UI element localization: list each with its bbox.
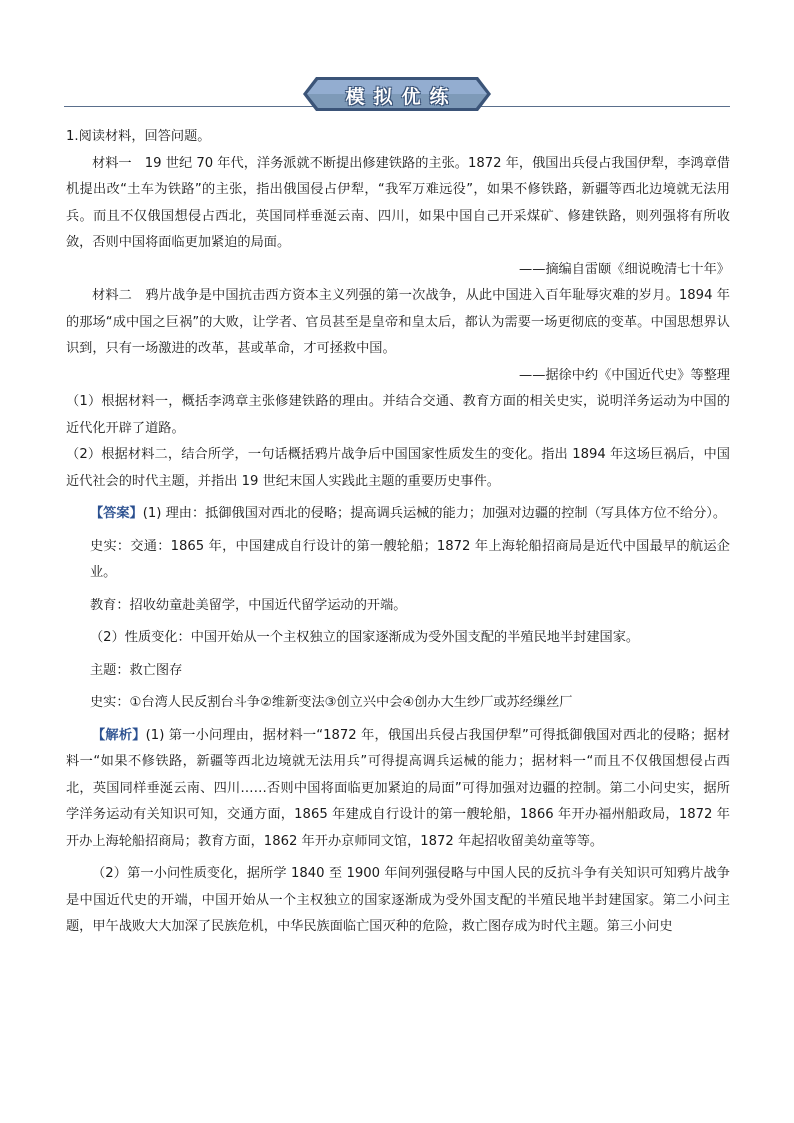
material-one-source: ——摘编自雷颐《细说晚清七十年》 [519,261,730,277]
banner-title: 模拟优练 [345,86,458,108]
answer-transport-fact: 史实：交通：1865 年，中国建成自行设计的第一艘轮船；1872 年上海轮船招商局是近代中国最早的航运企业。 [90,538,730,580]
question-stem: 1.阅读材料，回答问题。 [66,129,211,144]
answer-nature-change: （2）性质变化：中国开始从一个主权独立的国家逐渐成为受外国支配的半殖民地半封建国家。 [90,630,640,645]
analysis-part-one [66,723,730,856]
answer-theme: 主题：救亡图存 [90,662,183,678]
answer-reason: (1) 理由：抵御俄国对西北的侵略；提高调兵运械的能力；加强对边疆的控制（写具体方位不给分）。 [142,506,727,521]
answer-events: 史实：①台湾人民反割台斗争②维新变法③创立兴中会④创办大生纱厂或苏经缫丝厂 [90,695,573,710]
section-banner [302,76,492,112]
document-body [66,124,730,941]
material-one: 材料一 19 世纪 70 年代，洋务派就不断提出修建铁路的主张。1872 年，俄国出兵侵占我国伊犁，李鸿章借机提出改“土车为铁路”的主张，指出俄国侵占伊犁，“我军万难远役”，如果不修铁路，新疆等西北边境就无法用兵。而且不仅俄国想侵占西北，英国同样垂涎云南、四川，如果中国自己开采煤矿、修建铁路，则列强将有所收敛，否则中国将面临更加紧迫的局面。 [66,155,730,250]
material-two: 材料二 鸦片战争是中国抗击西方资本主义列强的第一次战争，从此中国进入百年耻辱灾难的岁月。1894 年的那场“成中国之巨祸”的大败，让学者、官员甚至是皇帝和皇太后，都认为需要一场更彻底的变革。中国思想界认识到，只有一场激进的改革，甚或革命，才可拯救中国。 [66,288,730,356]
answer-education-fact: 教育：招收幼童赴美留学，中国近代留学运动的开端。 [90,597,407,613]
answer-part-one [66,501,730,528]
analysis-text-one: (1) 第一小问理由，据材料一“1872 年，俄国出兵侵占我国伊犁”可得抵御俄国对西北的侵略；据材料一“如果不修铁路，新疆等西北边境就无法用兵”可得提高调兵运械的能力；据材料一“而且不仅俄国想侵占西北，英国同样垂涎云南、四川……否则中国将面临更加紧迫的局面”可得加强对边疆的控制。第二小问史实，据所学洋务运动有关知识可知，交通方面，1865 年建成自行设计的第一艘轮船，1866 年开办福州船政局，1872 年开办上海轮船招商局；教育方面，1862 年开办京师同文馆，1872 年起招收留美幼童等等。 [66,727,731,849]
question-two: （2）根据材料二，结合所学，一句话概括鸦片战争后中国国家性质发生的变化。指出 1894 年这场巨祸后，中国近代社会的时代主题，并指出 19 世纪末国人实践此主题的重要历史事件。 [66,447,730,489]
material-two-source: ——据徐中约《中国近代史》等整理 [519,367,730,383]
question-one: （1）根据材料一，概括李鸿章主张修建铁路的理由。并结合交通、教育方面的相关史实，说明洋务运动为中国的近代化开辟了道路。 [66,394,730,436]
answer-tag: 【答案】 [90,506,143,521]
analysis-part-two: （2）第一小问性质变化，据所学 1840 至 1900 年间列强侵略与中国人民的反抗斗争有关知识可知鸦片战争是中国近代史的开端，中国开始从一个主权独立的国家逐渐成为受外国支配的半殖民地半封建国家。第二小问主题，甲午战败大大加深了民族危机，中华民族面临亡国灭种的危险，救亡图存成为时代主题。第三小问史 [66,866,730,934]
analysis-tag: 【解析】 [92,727,146,743]
